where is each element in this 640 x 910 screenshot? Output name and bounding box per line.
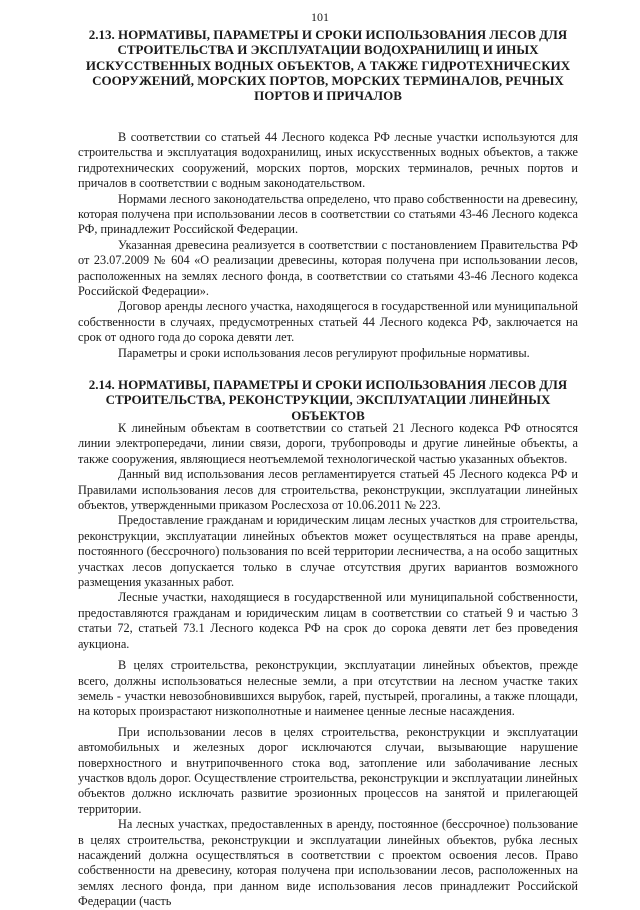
paragraph: Нормами лесного законодательства определено, что право собственности на древесину, которая получена при использовании лесов в соответствии со статьями 43-46 Лесного кодекса РФ, принадлежит Российской Федерации. xyxy=(78,191,578,237)
page-number: 101 xyxy=(311,10,329,24)
section-heading-2-14: 2.14. НОРМАТИВЫ, ПАРАМЕТРЫ И СРОКИ ИСПОЛЬЗОВАНИЯ ЛЕСОВ ДЛЯ СТРОИТЕЛЬСТВА, РЕКОНСТРУКЦИИ, ЭКСПЛУАТАЦИИ ЛИНЕЙНЫХ ОБЪЕКТОВ xyxy=(88,377,568,423)
paragraph: При использовании лесов в целях строительства, реконструкции и эксплуатации автомобильных и железных дорог исключаются случаи, вызывающие нарушение поверхностного и внутрипочвенного стока вод, затопление или заболачивание лесных участков вдоль дорог. Осуществление строительства, реконструкции и эксплуатации линейных объектов должно исключать развитие эрозионных процессов на занятой и прилегающей территории. xyxy=(78,724,578,816)
section-2-13-body xyxy=(78,130,578,361)
paragraph: В целях строительства, реконструкции, эксплуатации линейных объектов, прежде всего, должны использоваться нелесные земли, а при отсутствии на лесном участке таких земель - участки невозобновившихся вырубок, гарей, пустырей, прогалины, а также площади, на которых произрастают низкополнотные и наименее ценные лесные насаждения. xyxy=(78,658,578,719)
paragraph: Данный вид использования лесов регламентируется статьей 45 Лесного кодекса РФ и Правилами использования лесов для строительства, реконструкции, эксплуатации линейных объектов, утвержденными приказом Рослесхоза от 10.06.2011 № 223. xyxy=(78,467,578,513)
paragraph: Параметры и сроки использования лесов регулируют профильные нормативы. xyxy=(118,345,530,360)
paragraph: На лесных участках, предоставленных в аренду, постоянное (бессрочное) пользование в целях строительства, реконструкции и эксплуатации линейных объектов, рубка лесных насаждений должна осуществляться в соответствии с проектом освоения лесов. Право собственности на древесину, которая получена при использовании лесов, расположенных на землях лесного фонда, при данном виде использования лесов принадлежит Российской Федерации (часть xyxy=(78,817,578,909)
section-heading-2-13: 2.13. НОРМАТИВЫ, ПАРАМЕТРЫ И СРОКИ ИСПОЛЬЗОВАНИЯ ЛЕСОВ ДЛЯ СТРОИТЕЛЬСТВА И ЭКСПЛУАТАЦИИ ВОДОХРАНИЛИЩ И ИНЫХ ИСКУССТВЕННЫХ ВОДНЫХ ОБЪЕКТОВ, А ТАКЖЕ ГИДРОТЕХНИЧЕСКИХ СООРУЖЕНИЙ, МОРСКИХ ПОРТОВ, МОРСКИХ ТЕРМИНАЛОВ, РЕЧНЫХ ПОРТОВ И ПРИЧАЛОВ xyxy=(85,27,571,104)
paragraph: Договор аренды лесного участка, находящегося в государственной или муниципальной собственности в случаях, предусмотренных статьей 44 Лесного кодекса РФ, заключается на срок от одного года до сорока девяти лет. xyxy=(78,299,578,345)
paragraph: В соответствии со статьей 44 Лесного кодекса РФ лесные участки используются для строительства и эксплуатация водохранилищ, иных искусственных водных объектов, а также гидротехнических сооружений, морских портов, морских терминалов, речных портов и причалов в соответствии с водным законодательством. xyxy=(78,130,578,191)
section-2-14-body xyxy=(78,421,578,910)
paragraph: Предоставление гражданам и юридическим лицам лесных участков для строительства, реконструкции, эксплуатации линейных объектов может осуществляться на праве аренды, постоянного (бессрочного) пользования по всей территории лесничества, а на особо защитных участках лесов допускается только в случае отсутствия других вариантов возможного размещения указанных работ. xyxy=(78,513,578,590)
paragraph: Указанная древесина реализуется в соответствии с постановлением Правительства РФ от 23.07.2009 № 604 «О реализации древесины, которая получена при использовании лесов, расположенных на землях лесного фонда, в соответствии со статьями 43-46 Лесного кодекса Российской Федерации». xyxy=(78,237,578,299)
paragraph: К линейным объектам в соответствии со статьей 21 Лесного кодекса РФ относятся линии электропередачи, линии связи, дороги, трубопроводы и другие линейные объекты, а также сооружения, являющиеся неотъемлемой технологической частью указанных объектов. xyxy=(78,421,578,466)
paragraph: Лесные участки, находящиеся в государственной или муниципальной собственности, предоставляются гражданам и юридическим лицам в соответствии со статьей 9 и частью 3 статьи 72, статьей 73.1 Лесного кодекса РФ на срок до сорока девяти лет без проведения аукциона. xyxy=(78,590,578,651)
